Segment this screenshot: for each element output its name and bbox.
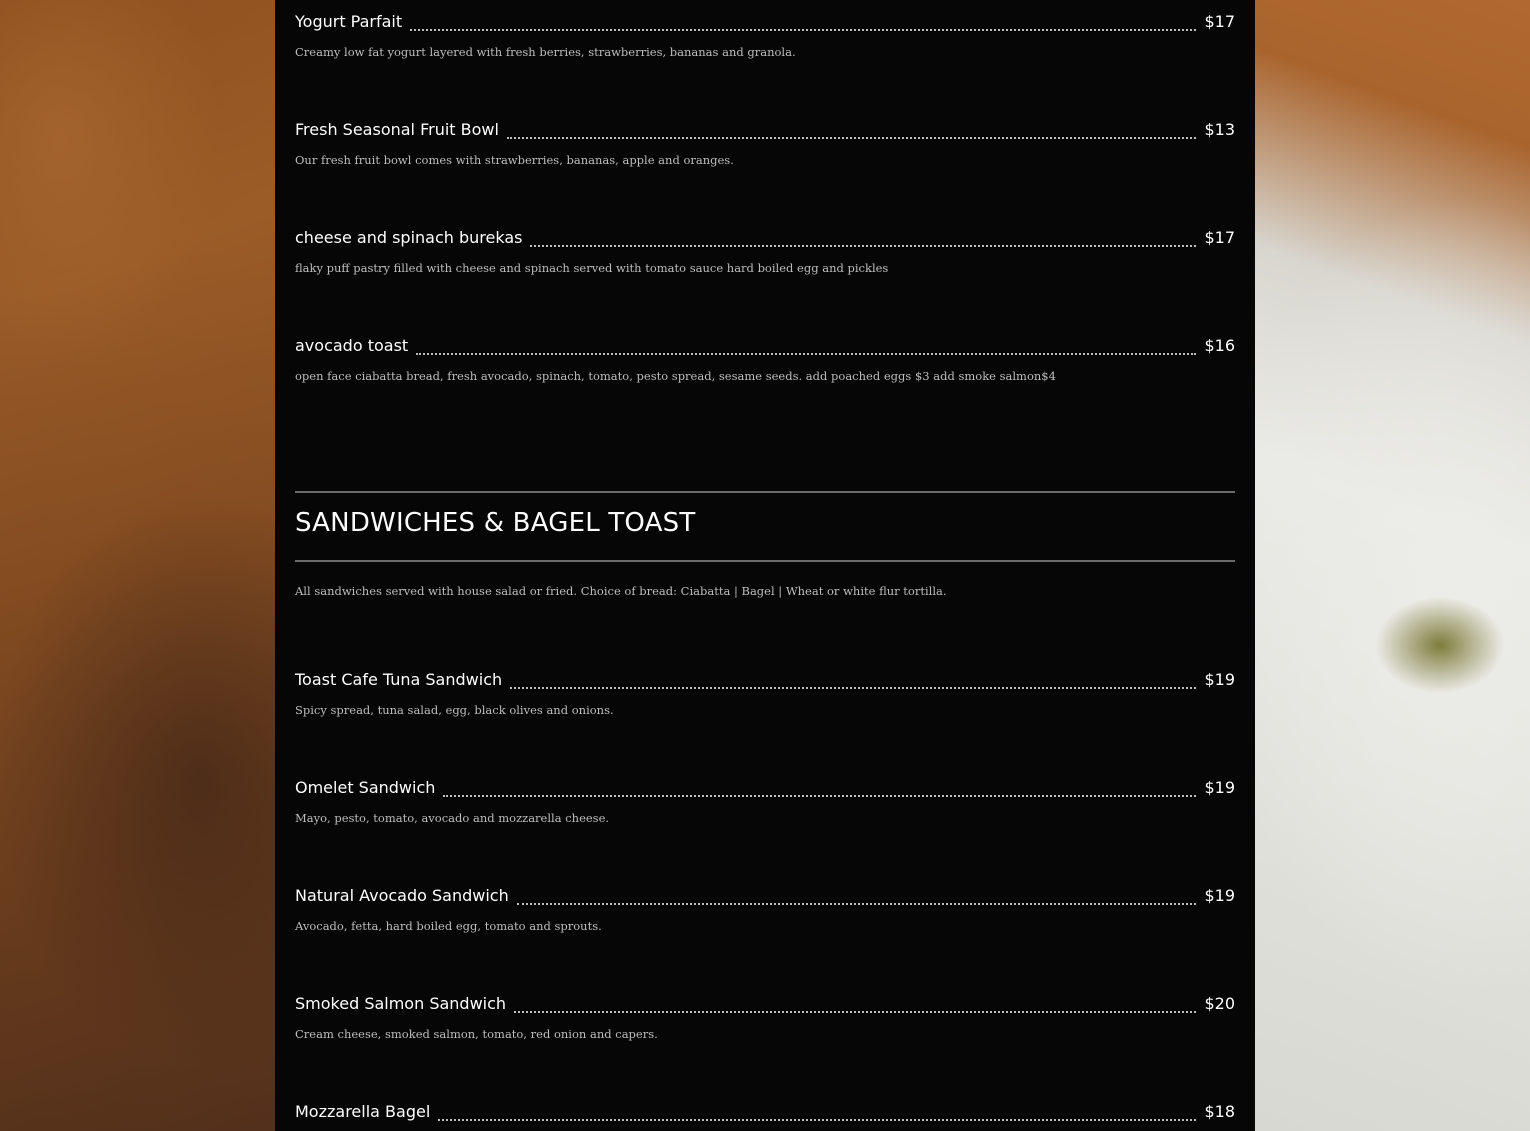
item-description: Avocado, fetta, hard boiled egg, tomato and sprouts. [295, 919, 602, 933]
item-price: $18 [1204, 1102, 1235, 1121]
item-name: cheese and spinach burekas [295, 228, 523, 247]
item-price: $19 [1204, 670, 1235, 689]
menu-item-salmon-sandwich [295, 994, 1235, 1041]
item-price: $16 [1204, 336, 1235, 355]
section-note: All sandwiches served with house salad or fried. Choice of bread: Ciabatta | Bagel | Wheat or white flur tortilla. [295, 584, 947, 598]
menu-item-fruit-bowl [295, 120, 1235, 167]
background-photo-right [1255, 0, 1530, 1131]
menu-item-tuna-sandwich [295, 670, 1235, 717]
item-row [295, 994, 1235, 1020]
item-price: $19 [1204, 778, 1235, 797]
item-row [295, 228, 1235, 254]
dot-leader [416, 353, 1196, 355]
item-name: Omelet Sandwich [295, 778, 436, 797]
item-row [295, 778, 1235, 804]
item-description: open face ciabatta bread, fresh avocado, spinach, tomato, pesto spread, sesame seeds. add poached eggs $3 add smoke salmon$4 [295, 369, 1056, 383]
dot-leader [443, 795, 1196, 797]
section-divider-bottom [295, 560, 1235, 562]
item-description: Creamy low fat yogurt layered with fresh berries, strawberries, bananas and granola. [295, 45, 796, 59]
item-row [295, 12, 1235, 38]
menu-item-yogurt-parfait [295, 12, 1235, 59]
section-title: SANDWICHES & BAGEL TOAST [295, 508, 696, 538]
item-price: $20 [1204, 994, 1235, 1013]
item-row [295, 670, 1235, 696]
item-row [295, 336, 1235, 362]
item-name: avocado toast [295, 336, 409, 355]
item-description: Our fresh fruit bowl comes with strawberries, bananas, apple and oranges. [295, 153, 734, 167]
dot-leader [438, 1119, 1196, 1121]
dot-leader [410, 29, 1196, 31]
menu-panel [275, 0, 1255, 1131]
item-description: Mayo, pesto, tomato, avocado and mozzarella cheese. [295, 811, 610, 825]
item-name: Mozzarella Bagel [295, 1102, 431, 1121]
item-description: flaky puff pastry filled with cheese and spinach served with tomato sauce hard boiled egg and pickles [295, 261, 889, 275]
item-price: $19 [1204, 886, 1235, 905]
item-row [295, 886, 1235, 912]
item-name: Toast Cafe Tuna Sandwich [295, 670, 503, 689]
item-name: Natural Avocado Sandwich [295, 886, 509, 905]
item-name: Smoked Salmon Sandwich [295, 994, 507, 1013]
item-name: Fresh Seasonal Fruit Bowl [295, 120, 499, 139]
dot-leader [510, 687, 1196, 689]
item-description: Spicy spread, tuna salad, egg, black olives and onions. [295, 703, 614, 717]
item-price: $13 [1204, 120, 1235, 139]
menu-item-burekas [295, 228, 1235, 275]
item-row [295, 120, 1235, 146]
dot-leader [507, 137, 1197, 139]
menu-item-omelet-sandwich [295, 778, 1235, 825]
dot-leader [514, 1011, 1196, 1013]
background-photo-left [0, 0, 275, 1131]
dot-leader [530, 245, 1196, 247]
dot-leader [517, 903, 1197, 905]
menu-item-avocado-toast [295, 336, 1235, 383]
item-row [295, 1102, 1235, 1128]
menu-item-mozzarella-bagel [295, 1102, 1235, 1128]
item-name: Yogurt Parfait [295, 12, 403, 31]
item-price: $17 [1204, 228, 1235, 247]
section-divider-top [295, 491, 1235, 493]
item-description: Cream cheese, smoked salmon, tomato, red onion and capers. [295, 1027, 658, 1041]
item-price: $17 [1204, 12, 1235, 31]
menu-item-avocado-sandwich [295, 886, 1235, 933]
